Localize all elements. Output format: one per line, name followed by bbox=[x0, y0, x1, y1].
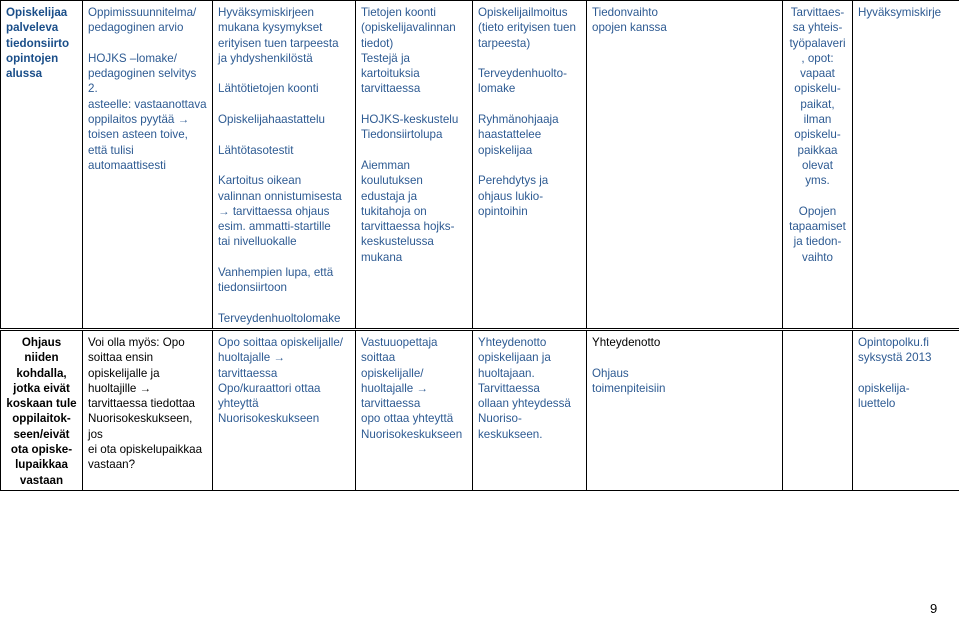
cell-erityisoppilaitos bbox=[356, 1, 473, 329]
cell-text: Tarvittaes- sa yhteis- työpalaveri , opot: vapaat opiskelu- paikat, ilman opiskelu- paikkaa olevat yms. bbox=[789, 6, 846, 188]
cell-text: Terveydenhuoltolomake bbox=[218, 311, 341, 325]
cell-opetushallitus: Hyväksymiskirje bbox=[853, 1, 959, 329]
cell-ammatillinen bbox=[213, 1, 356, 329]
cell-text: Lähtötasotestit bbox=[218, 143, 294, 157]
cell-lukio: Yhteydenotto opiskelijaan ja huoltajaan. Tarvittaessa ollaan yhteydessä Nuoriso- keskukseen. bbox=[473, 331, 587, 491]
cell-text: Oppimissuunnitelma/ pedagoginen arvio bbox=[88, 6, 197, 35]
cell-kansanopisto bbox=[587, 331, 783, 491]
cell-text: Kartoitus oikean valinnan onnistumisesta → tarvittaessa ohjaus esim. ammatti-startille tai nivelluokalle bbox=[218, 174, 342, 249]
cell-text: Opintopolku.fi syksystä 2013 bbox=[858, 336, 932, 365]
cell-text: Tietojen koonti (opiskelijavalinnan tiedot) Testejä ja kartoituksia tarvittaessa bbox=[361, 6, 456, 96]
cell-perusopetus bbox=[83, 1, 213, 329]
cell-text: HOJKS-keskustelu Tiedonsiirtolupa bbox=[361, 113, 459, 142]
cell-text: Opiskelijahaastattelu bbox=[218, 113, 325, 127]
cell-opetushallitus bbox=[853, 331, 959, 491]
cell-text: Ryhmänohjaaja haastattelee opiskelijaa bbox=[478, 113, 559, 157]
cell-text: Perehdytys ja ohjaus lukio- opintoihin bbox=[478, 174, 549, 218]
table-row-ohjaus bbox=[0, 330, 959, 491]
cell-nuorisokeskus bbox=[783, 331, 853, 491]
cell-text: Opiskelijailmoitus (tieto erityisen tuen tarpeesta) bbox=[478, 6, 576, 50]
row-header-tiedonsiirto: Opiskelijaa palveleva tiedonsiirto opintojen alussa bbox=[1, 1, 83, 329]
cell-lukio bbox=[473, 1, 587, 329]
cell-text: opiskelija- luettelo bbox=[858, 381, 910, 411]
cell-text: HOJKS –lomake/ pedagoginen selvitys 2. asteelle: vastaanottava oppilaitos pyytää → toisen asteen toive, että tulisi automaattisesti bbox=[88, 51, 207, 172]
row-header-ohjaus: Ohjaus niiden kohdalla, jotka eivät koskaan tule oppilaitok- seen/eivät ota opiske- lupaikkaa vastaan bbox=[1, 331, 83, 491]
cell-text: Terveydenhuolto- lomake bbox=[478, 67, 567, 96]
page-number: 9 bbox=[930, 601, 938, 616]
cell-text: Opojen tapaamiset ja tiedon- vaihto bbox=[789, 204, 846, 264]
cell-text: Hyväksymiskirjeen mukana kysymykset erityisen tuen tarpeesta ja yhdyshenkilöstä bbox=[218, 6, 339, 65]
cell-ammatillinen: Opo soittaa opiskelijalle/ huoltajalle → tarvittaessa Opo/kuraattori ottaa yhteyttä Nuorisokeskukseen bbox=[213, 331, 356, 491]
cell-text: Aiemman koulutuksen edustaja ja tukitahoja on tarvittaessa hojks- keskustelussa mukana bbox=[361, 158, 455, 264]
cell-nuorisokeskus bbox=[783, 1, 853, 329]
cell-text: Ohjaus toimenpiteisiin bbox=[592, 366, 666, 395]
cell-text: Lähtötietojen koonti bbox=[218, 82, 319, 96]
cell-kansanopisto: Tiedonvaihto opojen kanssa bbox=[587, 1, 783, 329]
cell-text: Vanhempien lupa, että tiedonsiirtoon bbox=[218, 266, 334, 295]
cell-perusopetus: Voi olla myös: Opo soittaa ensin opiskelijalle ja huoltajille → tarvittaessa tiedottaa Nuorisokeskukseen, jos ei ota opiskelupaikkaa vastaan? bbox=[83, 331, 213, 491]
cell-text: Yhteydenotto bbox=[592, 336, 661, 349]
cell-erityisoppilaitos: Vastuuopettaja soittaa opiskelijalle/ huoltajalle → tarvittaessa opo ottaa yhteyttä Nuorisokeskukseen bbox=[356, 331, 473, 491]
